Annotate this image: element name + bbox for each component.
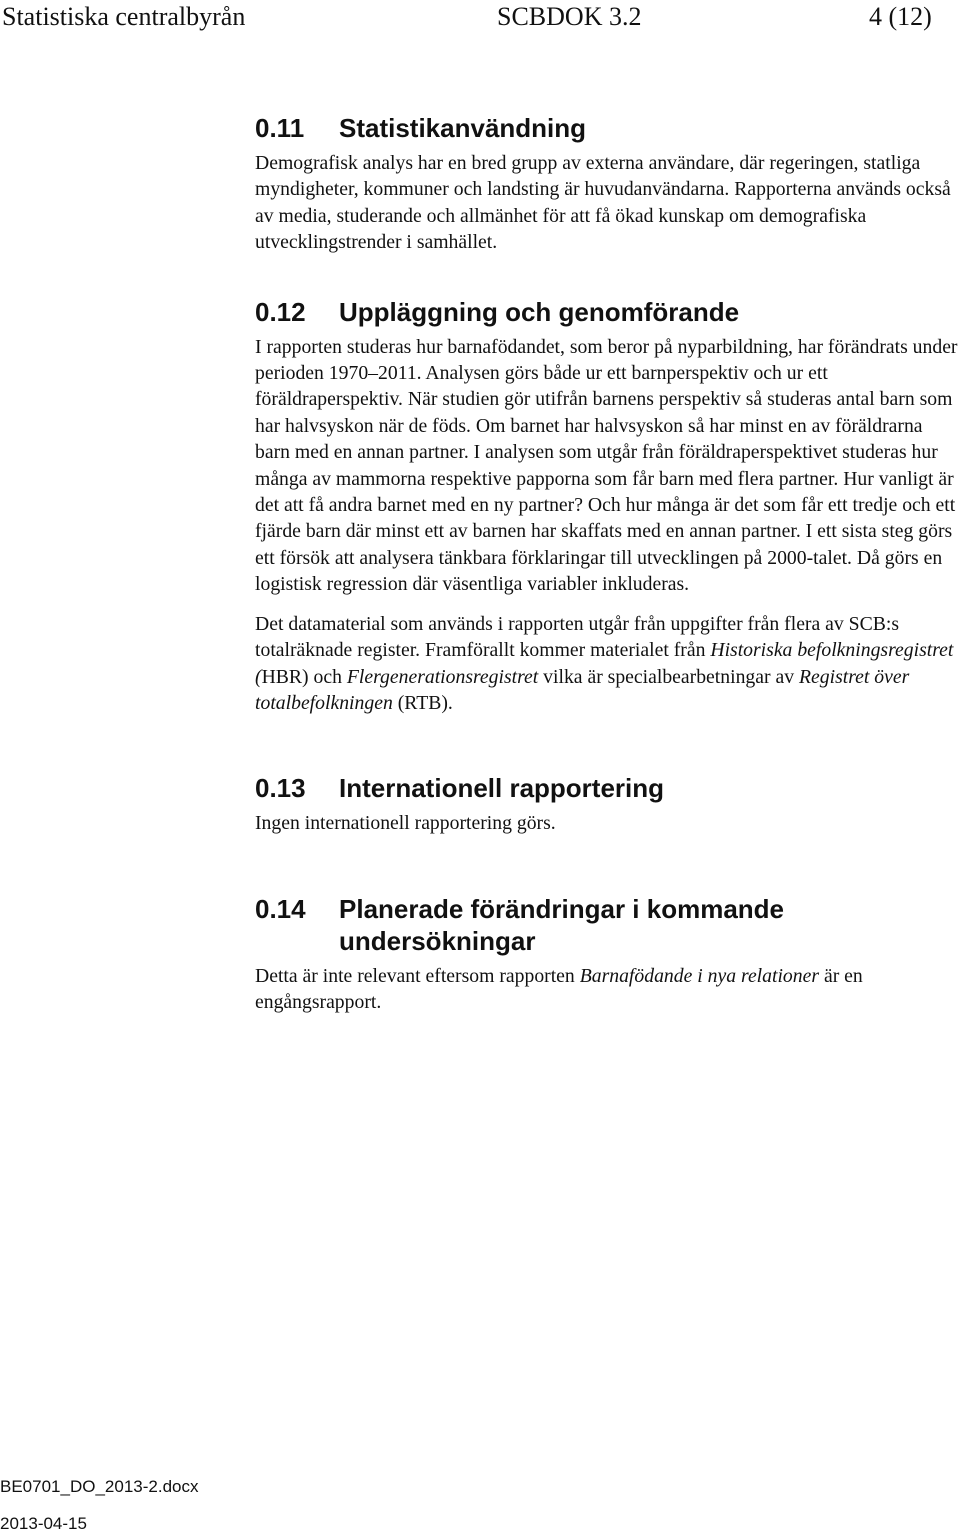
section-title: Statistikanvändning xyxy=(339,113,587,143)
text-run: (RTB). xyxy=(392,691,453,714)
section-number: 0.14 xyxy=(255,893,306,924)
section-title: Uppläggning och genomförande xyxy=(339,296,740,327)
section-title: Internationell rapportering xyxy=(339,773,665,804)
document-body xyxy=(255,112,960,1016)
text-run: Det datamaterial som används i rapporten utgår från uppgifter från flera av SCB:s totalräknade register. Framförallt kommer materialet från xyxy=(255,612,899,662)
italic-register-name: Registret över totalbefolkningen xyxy=(255,665,910,714)
section-heading-0-12 xyxy=(255,296,960,328)
header-document-code: SCBDOK 3.2 xyxy=(497,2,642,31)
header-page-number: 4 (12) xyxy=(869,2,932,31)
footer-date: 2013-04-15 xyxy=(0,1514,87,1533)
section-0-12-paragraph-1: I rapporten studeras hur barnafödandet, som beror på nyparbildning, har förändrats under perioden 1970–2011. Analysen görs både ur ett barnperspektiv och ur ett föräldraperspektiv. När studien gör utifrån barnens perspektiv så studeras antal barn som har halvsyskon när de föds. Om barnet har halvsyskon så har minst en av föräldrarna barn med en annan partner. I analysen som utgår från föräldraperspektivet studeras hur många av mammorna respektive papporna som får barn med flera partner. Hur vanligt är det att få andra barnet med en ny partner? Och hur många är det som får ett tredje och ett fjärde barn där minst ett av barnen har skaffats med en annan partner. I ett sista steg görs ett försök att analysera tänkbara förklaringar till utvecklingen på 2000-talet. Då görs en logistisk regression där väsentliga variabler inkluderas. xyxy=(255,335,958,596)
text-run: är en engångsrapport. xyxy=(255,964,863,1014)
section-0-11-paragraph: Demografisk analys har en bred grupp av externa användare, där regeringen, statliga myndigheter, kommuner och landsting är huvudanvändarna. Rapporterna används också av media, studerande och allmänhet för att få ökad kunskap om demografiska utvecklingstrender i samhället. xyxy=(255,152,951,254)
footer-filename: BE0701_DO_2013-2.docx xyxy=(0,1477,199,1496)
italic-register-name: Historiska befolkningsregistret ( xyxy=(255,639,954,688)
page-header xyxy=(0,0,960,40)
section-0-12-paragraph-2 xyxy=(255,611,960,717)
section-heading-0-14 xyxy=(255,893,960,957)
text-run: vilka är specialbearbetningar av xyxy=(538,665,799,688)
header-organization: Statistiska centralbyrån xyxy=(2,2,246,31)
italic-report-title: Barnafödande i nya relationer xyxy=(579,964,820,987)
section-0-13-paragraph: Ingen internationell rapportering görs. xyxy=(255,812,556,835)
section-heading-0-11 xyxy=(255,112,960,144)
section-0-14-paragraph xyxy=(255,963,960,1016)
section-title: Planerade förändringar i kommande undersökningar xyxy=(339,893,785,956)
italic-register-name: Flergenerationsregistret xyxy=(346,665,539,688)
text-run: HBR) och xyxy=(261,665,347,688)
text-run: Detta är inte relevant eftersom rapporten xyxy=(255,964,580,987)
section-number: 0.13 xyxy=(255,773,306,804)
section-heading-0-13 xyxy=(255,772,960,804)
section-number: 0.11 xyxy=(255,113,305,143)
section-number: 0.12 xyxy=(255,296,306,327)
